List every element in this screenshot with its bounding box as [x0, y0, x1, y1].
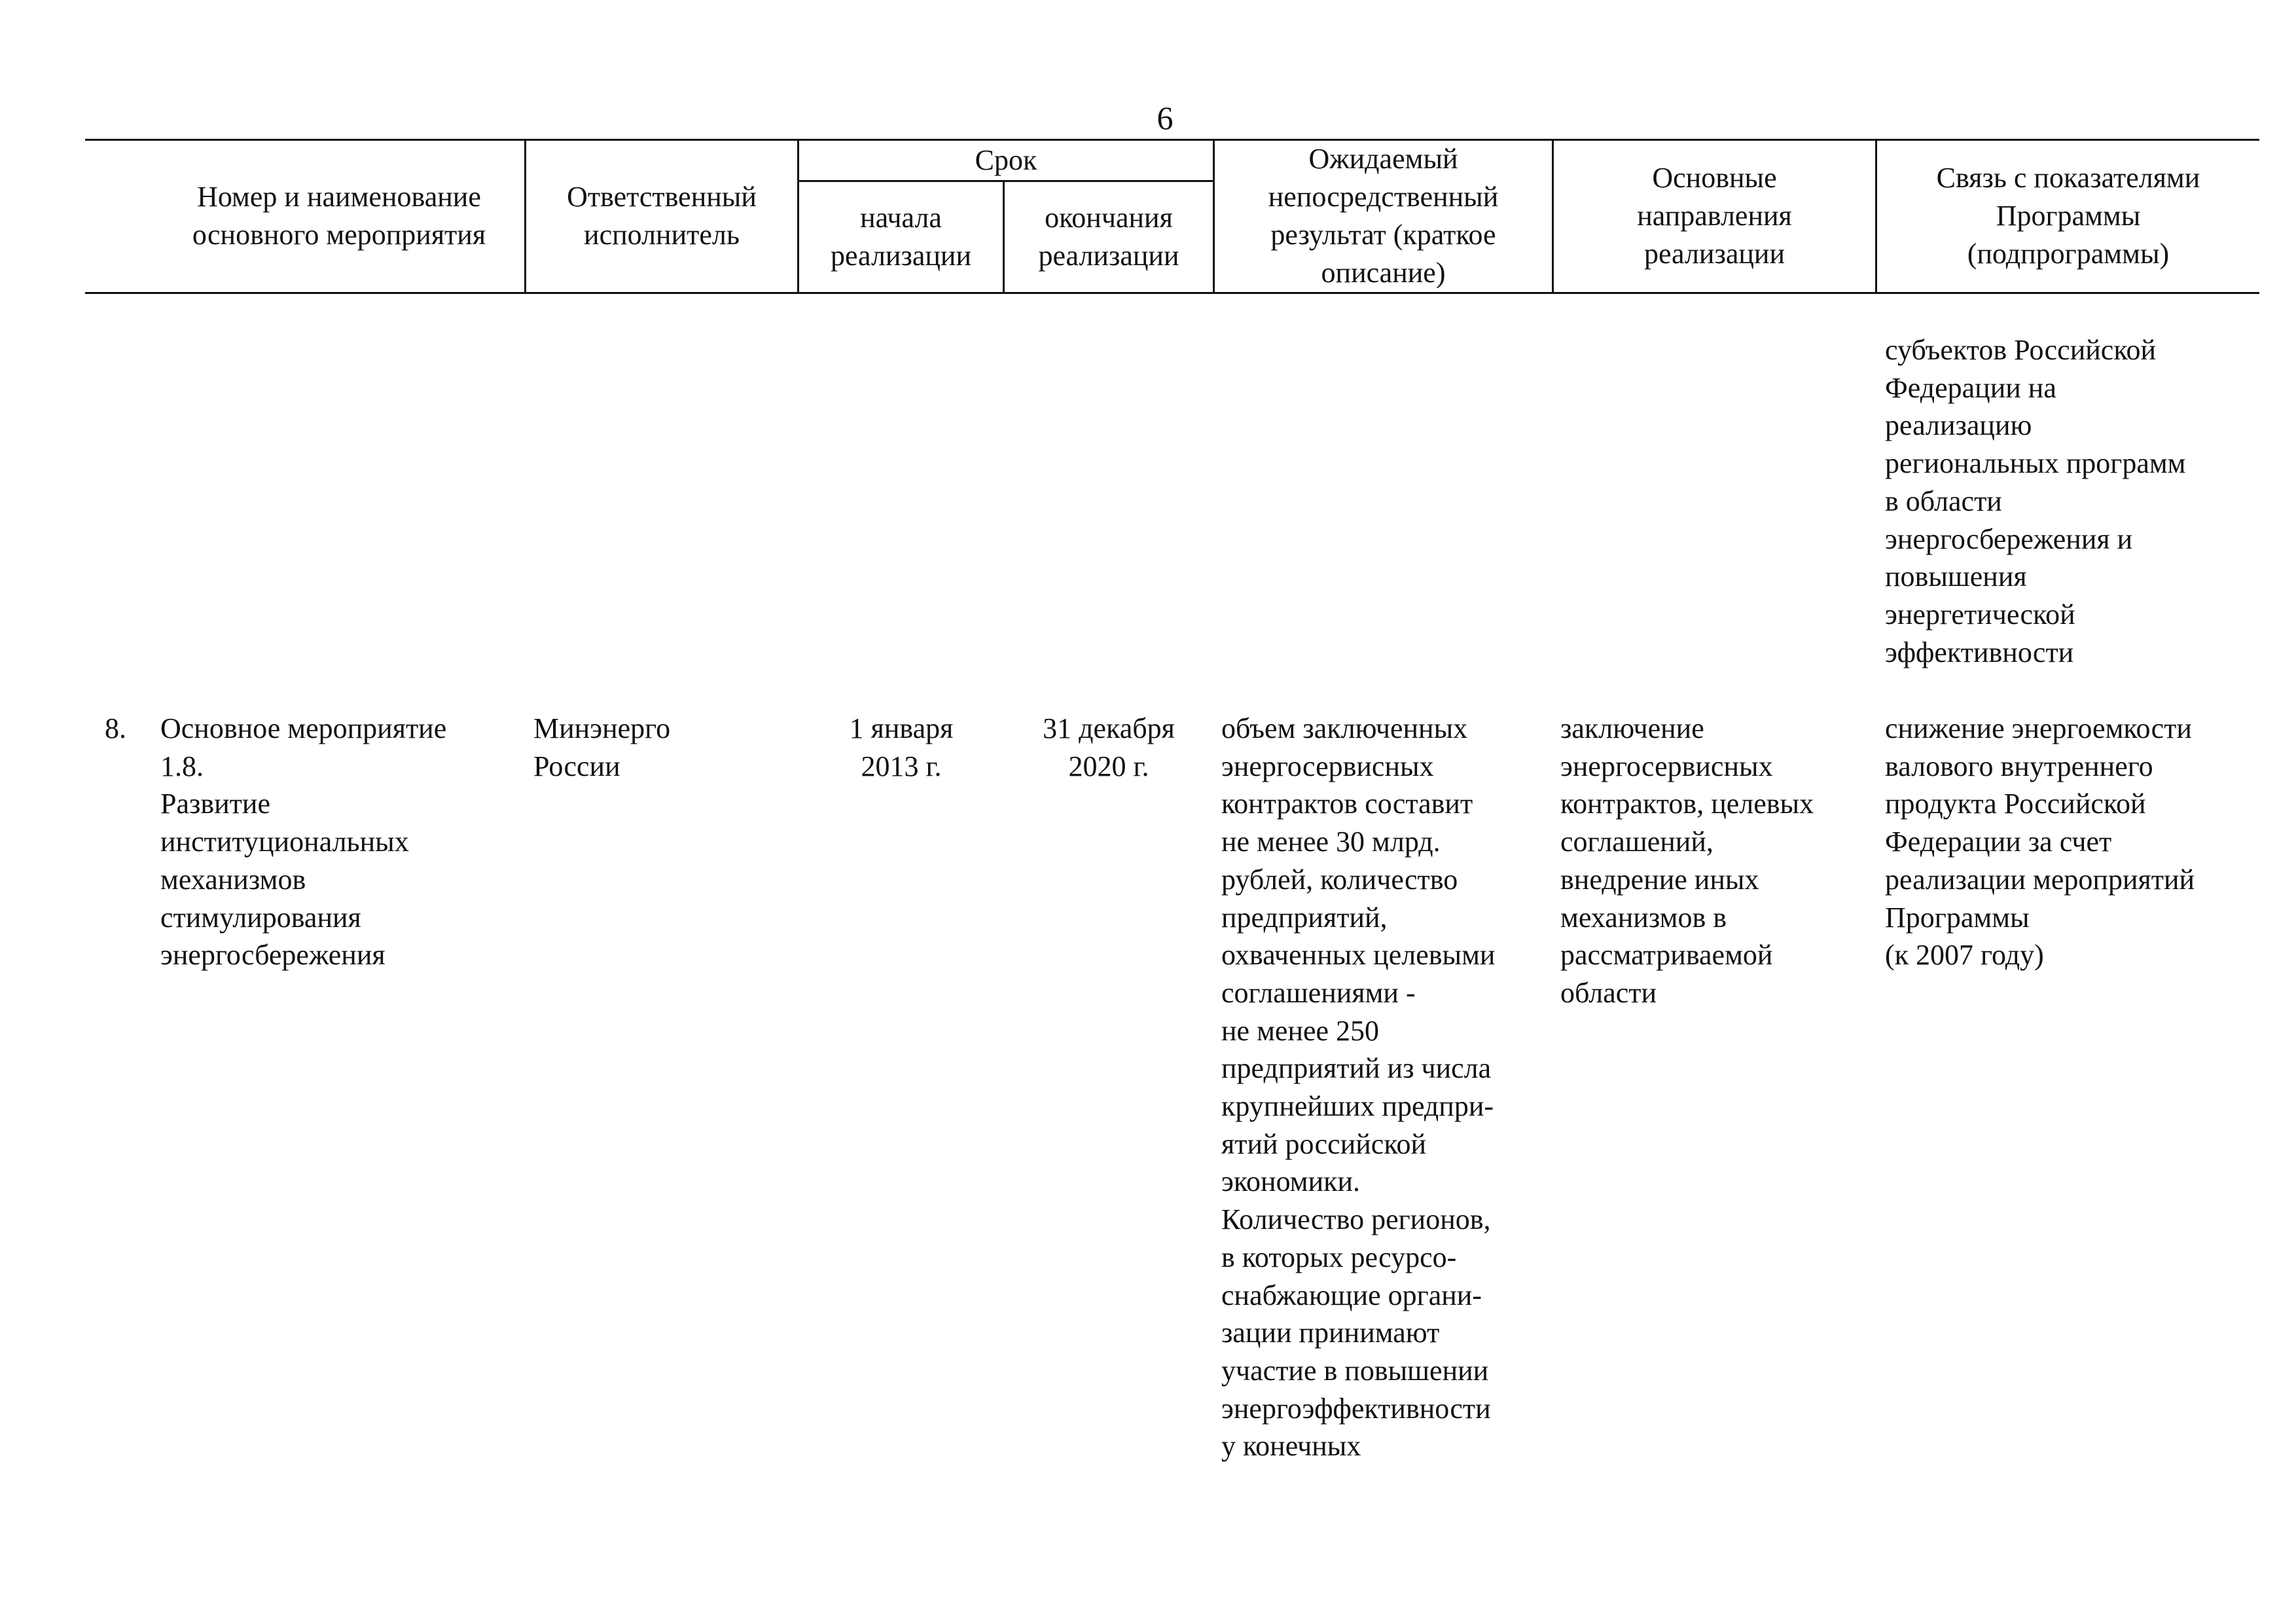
header-col-name: Номер и наименование основного мероприятия: [192, 181, 486, 251]
header-col-executor: Ответственный исполнитель: [567, 181, 757, 251]
row-number: 8.: [105, 712, 126, 744]
row-directions: заключение энергосервисных контрактов, целевых соглашений, внедрение иных механизмов в рассматриваемой области: [1560, 712, 1814, 1009]
row-start-date: 1 января 2013 г.: [849, 712, 954, 782]
header-col-result: Ожидаемый непосредственный результат (краткое описание): [1268, 143, 1499, 289]
header-col-end: окончания реализации: [1038, 202, 1179, 272]
row-program-link: снижение энергоемкости валового внутреннего продукта Российской Федерации за счет реализации мероприятий Программы (к 2007 году): [1885, 712, 2195, 972]
row-name: Основное мероприятие 1.8. Развитие институциональных механизмов стимулирования энергосбережения: [160, 712, 447, 972]
header-col-directions: Основные направления реализации: [1637, 162, 1792, 270]
row-executor: Минэнерго России: [533, 712, 671, 782]
row-end-date: 31 декабря 2020 г.: [1043, 712, 1175, 782]
header-bottom-rule: [85, 292, 2259, 294]
header-col-start: начала реализации: [830, 202, 972, 272]
row-expected-result: объем заключенных энергосервисных контрактов составит не менее 30 млрд. рублей, количество предприятий, охваченных целевыми соглашениями - не менее 250 предприятий из числа крупнейших предпри- ятий российской экономики. Количество регионов, в которых ресурсо- снабжающие органи- зации принимают участие в повышении энергоэффективности у конечных: [1221, 712, 1496, 1463]
header-term-group: Срок: [975, 143, 1037, 176]
continuation-link-text: субъектов Российской Федерации на реализацию региональных программ в области энергосбережения и повышения энергетической эффективности: [1885, 334, 2186, 668]
page-number: 6: [1157, 100, 1174, 136]
header-col-link: Связь с показателями Программы (подпрограммы): [1936, 162, 2200, 270]
